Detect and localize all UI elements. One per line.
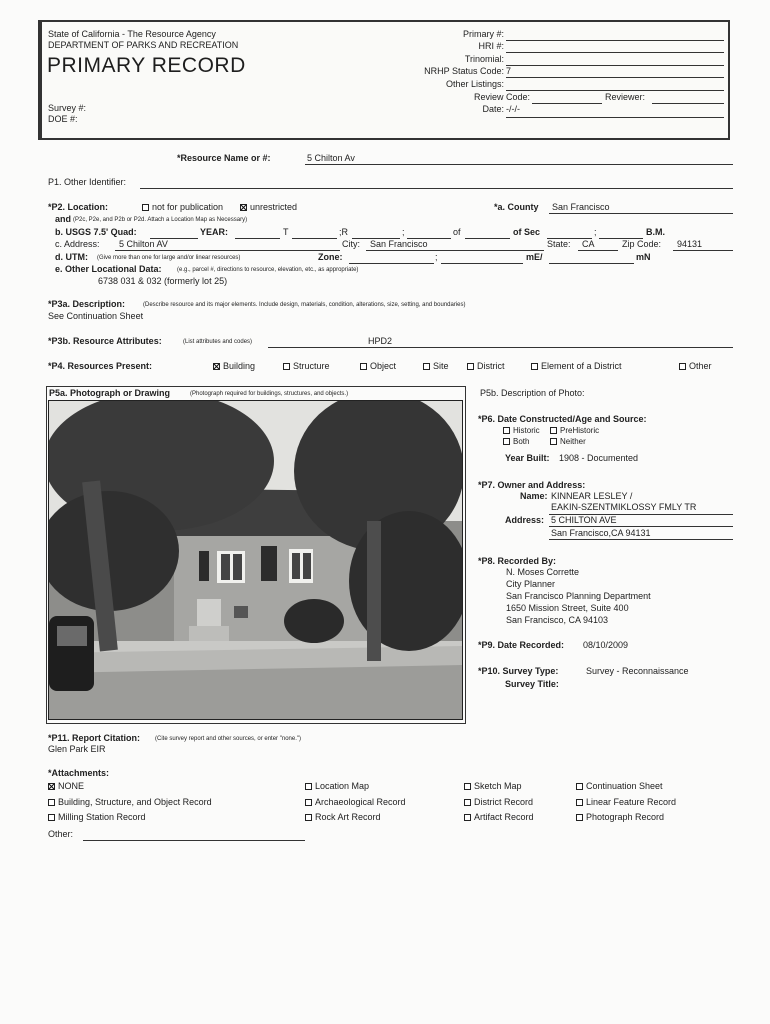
owner-name-line-2: EAKIN-SZENTMIKLOSSY FMLY TR xyxy=(551,502,697,512)
section-separator: ; xyxy=(594,227,597,237)
p7-label: *P7. Owner and Address: xyxy=(478,480,586,490)
p9-label: *P9. Date Recorded: xyxy=(478,640,565,650)
not-for-publication-checkbox[interactable] xyxy=(142,204,149,211)
survey-title-label: Survey Title: xyxy=(505,679,559,689)
p11-note: (Cite survey report and other sources, or enter "none.") xyxy=(155,736,301,742)
date-label: Date: xyxy=(482,104,504,114)
survey-label: Survey #: xyxy=(48,103,87,113)
attachment-district-record-checkbox[interactable] xyxy=(464,799,471,806)
date-value: -/-/- xyxy=(506,104,520,114)
usgs-year-label: YEAR: xyxy=(200,227,229,237)
county-label: *a. County xyxy=(494,202,539,212)
resource-object-option[interactable]: Object xyxy=(360,361,396,371)
range-separator: ; xyxy=(402,227,405,237)
attachment-linear-feature-record-option[interactable]: Linear Feature Record xyxy=(576,797,676,807)
zone-separator: ; xyxy=(435,252,438,262)
trinomial-label: Trinomial: xyxy=(464,54,504,64)
survey-type-value: Survey - Reconnaissance xyxy=(586,666,689,676)
unrestricted-checkbox[interactable] xyxy=(240,204,247,211)
township-field[interactable] xyxy=(292,238,337,239)
quarter-of-field[interactable] xyxy=(465,238,510,239)
attachment-linear-feature-record-checkbox[interactable] xyxy=(576,799,583,806)
p5b-label: P5b. Description of Photo: xyxy=(480,388,585,398)
address-field[interactable] xyxy=(115,250,340,251)
attachment-location-map-option[interactable]: Location Map xyxy=(305,781,369,791)
nrhp-status-value: 7 xyxy=(506,66,512,76)
resource-attributes-field[interactable] xyxy=(268,347,733,348)
attachment-location-map-checkbox[interactable] xyxy=(305,783,312,790)
p6-both-option[interactable]: Both xyxy=(503,437,529,446)
other-identifier-field[interactable] xyxy=(140,188,733,189)
nrhp-status-label: NRHP Status Code: xyxy=(424,66,504,76)
resource-name-label: *Resource Name or #: xyxy=(177,153,271,163)
and-label: and xyxy=(55,214,72,224)
owner-address-label: Address: xyxy=(505,515,545,525)
date-field[interactable] xyxy=(506,117,724,118)
p6-label: *P6. Date Constructed/Age and Source: xyxy=(478,414,647,424)
p3b-value: HPD2 xyxy=(368,336,393,346)
other-listings-label: Other Listings: xyxy=(445,79,504,89)
p3a-value: See Continuation Sheet xyxy=(48,311,144,321)
county-value: San Francisco xyxy=(552,202,610,212)
attachment-rock-art-record-checkbox[interactable] xyxy=(305,814,312,821)
recorder-name: N. Moses Corrette xyxy=(506,567,580,577)
zip-code-value: 94131 xyxy=(677,239,703,249)
attachment-artifact-record-option[interactable]: Artifact Record xyxy=(464,812,534,822)
p3a-note: (Describe resource and its major elements. Include design, materials, condition, alterations, size, setting, and boundaries) xyxy=(143,302,466,308)
p10-label: *P10. Survey Type: xyxy=(478,666,559,676)
attachment-milling-station-record-option[interactable]: Milling Station Record xyxy=(48,812,146,822)
range-label: ;R xyxy=(339,227,348,237)
p1-label: P1. Other Identifier: xyxy=(48,177,127,187)
attachment-none-checkbox[interactable] xyxy=(48,783,55,790)
neither-checkbox[interactable] xyxy=(550,438,557,445)
hri-number-field[interactable] xyxy=(506,52,724,53)
attachments-label: *Attachments: xyxy=(48,768,110,778)
resource-district-option[interactable]: District xyxy=(467,361,505,371)
attachment-district-record-option[interactable]: District Record xyxy=(464,797,533,807)
doe-label: DOE #: xyxy=(48,114,78,124)
zone-field[interactable] xyxy=(349,263,434,264)
unrestricted-option[interactable]: unrestricted xyxy=(240,202,297,212)
house-photograph xyxy=(48,400,463,720)
and-note: (P2c, P2e, and P2b or P2d. Attach a Location Map as Necessary) xyxy=(73,217,248,223)
usgs-year-field[interactable] xyxy=(235,238,280,239)
p11-label: *P11. Report Citation: xyxy=(48,733,141,743)
other-locational-label: e. Other Locational Data: xyxy=(55,264,162,274)
p5a-note: (Photograph required for buildings, structures, and objects.) xyxy=(190,391,349,397)
agency-line-1: State of California - The Resource Agency xyxy=(48,29,216,39)
city-label: City: xyxy=(342,239,360,249)
zip-code-field[interactable] xyxy=(673,250,733,251)
owner-address-line-2: San Francisco,CA 94131 xyxy=(551,528,651,538)
address-value: 5 Chilton AV xyxy=(119,239,168,249)
reviewer-label: Reviewer: xyxy=(605,92,646,102)
review-code-field[interactable] xyxy=(532,103,602,104)
northing-field[interactable] xyxy=(549,263,634,264)
p11-value: Glen Park EIR xyxy=(48,744,106,754)
year-built-label: Year Built: xyxy=(505,453,550,463)
p3b-note: (List attributes and codes) xyxy=(183,339,253,345)
resource-building-checkbox[interactable] xyxy=(213,363,220,370)
resource-structure-option[interactable]: Structure xyxy=(283,361,330,371)
attachment-none-option[interactable]: NONE xyxy=(48,781,84,791)
other-listings-field[interactable] xyxy=(506,90,724,91)
zone-label: Zone: xyxy=(318,252,343,262)
recorder-title: City Planner xyxy=(506,579,556,589)
county-field[interactable] xyxy=(549,213,733,214)
attachment-archaeological-record-option[interactable]: Archaeological Record xyxy=(305,797,406,807)
state-label: State: xyxy=(547,239,571,249)
zip-code-label: Zip Code: xyxy=(622,239,662,249)
resource-building-option[interactable]: Building xyxy=(213,361,255,371)
p6-neither-option[interactable]: Neither xyxy=(550,437,586,446)
reviewer-field[interactable] xyxy=(652,103,724,104)
resource-site-checkbox[interactable] xyxy=(423,363,430,370)
resource-other-checkbox[interactable] xyxy=(679,363,686,370)
trinomial-field[interactable] xyxy=(506,65,724,66)
other-locational-value: 6738 031 & 032 (formerly lot 25) xyxy=(98,276,228,286)
form-title: PRIMARY RECORD xyxy=(47,54,246,77)
utm-label: d. UTM: xyxy=(55,252,88,262)
p6-prehistoric-option[interactable]: PreHistoric xyxy=(550,426,599,435)
nrhp-status-field[interactable] xyxy=(506,77,724,78)
attachment-archaeological-record-checkbox[interactable] xyxy=(305,799,312,806)
city-value: San Francisco xyxy=(370,239,428,249)
attachment-building-record-option[interactable]: Building, Structure, and Object Record xyxy=(48,797,212,807)
recorder-organization: San Francisco Planning Department xyxy=(506,591,651,601)
resource-element-of-district-checkbox[interactable] xyxy=(531,363,538,370)
resource-object-checkbox[interactable] xyxy=(360,363,367,370)
recorder-street: 1650 Mission Street, Suite 400 xyxy=(506,603,629,613)
attachment-other-field[interactable] xyxy=(83,840,305,841)
hri-number-label: HRI #: xyxy=(478,41,504,51)
other-locational-note: (e.g., parcel #, directions to resource, elevation, etc., as appropriate) xyxy=(177,267,359,273)
owner-name-line-1: KINNEAR LESLEY / xyxy=(551,491,633,501)
of-label: of xyxy=(453,227,461,237)
resource-name-value: 5 Chilton Av xyxy=(307,153,355,163)
p6-historic-option[interactable]: Historic xyxy=(503,426,540,435)
prehistoric-checkbox[interactable] xyxy=(550,427,557,434)
utm-note: (Give more than one for large and/or linear resources) xyxy=(97,255,241,261)
attachment-sketch-map-checkbox[interactable] xyxy=(464,783,471,790)
attachment-other-label: Other: xyxy=(48,829,74,839)
attachment-photograph-record-option[interactable]: Photograph Record xyxy=(576,812,664,822)
attachment-rock-art-record-option[interactable]: Rock Art Record xyxy=(305,812,381,822)
p5a-label: P5a. Photograph or Drawing xyxy=(49,388,171,398)
recorder-city: San Francisco, CA 94103 xyxy=(506,615,609,625)
p8-label: *P8. Recorded By: xyxy=(478,556,557,566)
attachment-continuation-sheet-option[interactable]: Continuation Sheet xyxy=(576,781,663,791)
primary-number-label: Primary #: xyxy=(462,29,504,39)
of-sec-label: of Sec xyxy=(513,227,541,237)
p4-label: *P4. Resources Present: xyxy=(48,361,153,371)
resource-element-of-district-option[interactable]: Element of a District xyxy=(531,361,622,371)
date-recorded-value: 08/10/2009 xyxy=(583,640,629,650)
township-label: T xyxy=(283,227,289,237)
attachment-sketch-map-option[interactable]: Sketch Map xyxy=(464,781,522,791)
attachment-milling-station-record-checkbox[interactable] xyxy=(48,814,55,821)
usgs-quad-label: b. USGS 7.5' Quad: xyxy=(55,227,137,237)
bm-label: B.M. xyxy=(646,227,665,237)
resource-name-field[interactable] xyxy=(305,164,733,165)
both-checkbox[interactable] xyxy=(503,438,510,445)
resource-site-option[interactable]: Site xyxy=(423,361,449,371)
state-value: CA xyxy=(582,239,595,249)
p3b-label: *P3b. Resource Attributes: xyxy=(48,336,162,346)
attachment-photograph-record-checkbox[interactable] xyxy=(576,814,583,821)
historic-checkbox[interactable] xyxy=(503,427,510,434)
state-field[interactable] xyxy=(578,250,618,251)
p2-label: *P2. Location: xyxy=(48,202,109,212)
p3a-label: *P3a. Description: xyxy=(48,299,126,309)
owner-name-label: Name: xyxy=(520,491,548,501)
not-for-publication-option[interactable]: not for publication xyxy=(142,202,223,212)
northing-label: mN xyxy=(636,252,651,262)
attachment-continuation-sheet-checkbox[interactable] xyxy=(576,783,583,790)
easting-field[interactable] xyxy=(441,263,523,264)
resource-structure-checkbox[interactable] xyxy=(283,363,290,370)
resource-other-option[interactable]: Other xyxy=(679,361,712,371)
primary-number-field[interactable] xyxy=(506,40,724,41)
address-label: c. Address: xyxy=(55,239,100,249)
owner-address-line-1: 5 CHILTON AVE xyxy=(551,515,617,525)
attachment-artifact-record-checkbox[interactable] xyxy=(464,814,471,821)
easting-label: mE/ xyxy=(526,252,543,262)
owner-address-field-2[interactable] xyxy=(549,539,733,540)
attachment-building-record-checkbox[interactable] xyxy=(48,799,55,806)
resource-district-checkbox[interactable] xyxy=(467,363,474,370)
year-built-value: 1908 - Documented xyxy=(559,453,639,463)
agency-line-2: DEPARTMENT OF PARKS AND RECREATION xyxy=(48,40,239,50)
city-field[interactable] xyxy=(366,250,544,251)
owner-address-field-1[interactable] xyxy=(549,526,733,527)
review-code-label: Review Code: xyxy=(473,92,530,102)
